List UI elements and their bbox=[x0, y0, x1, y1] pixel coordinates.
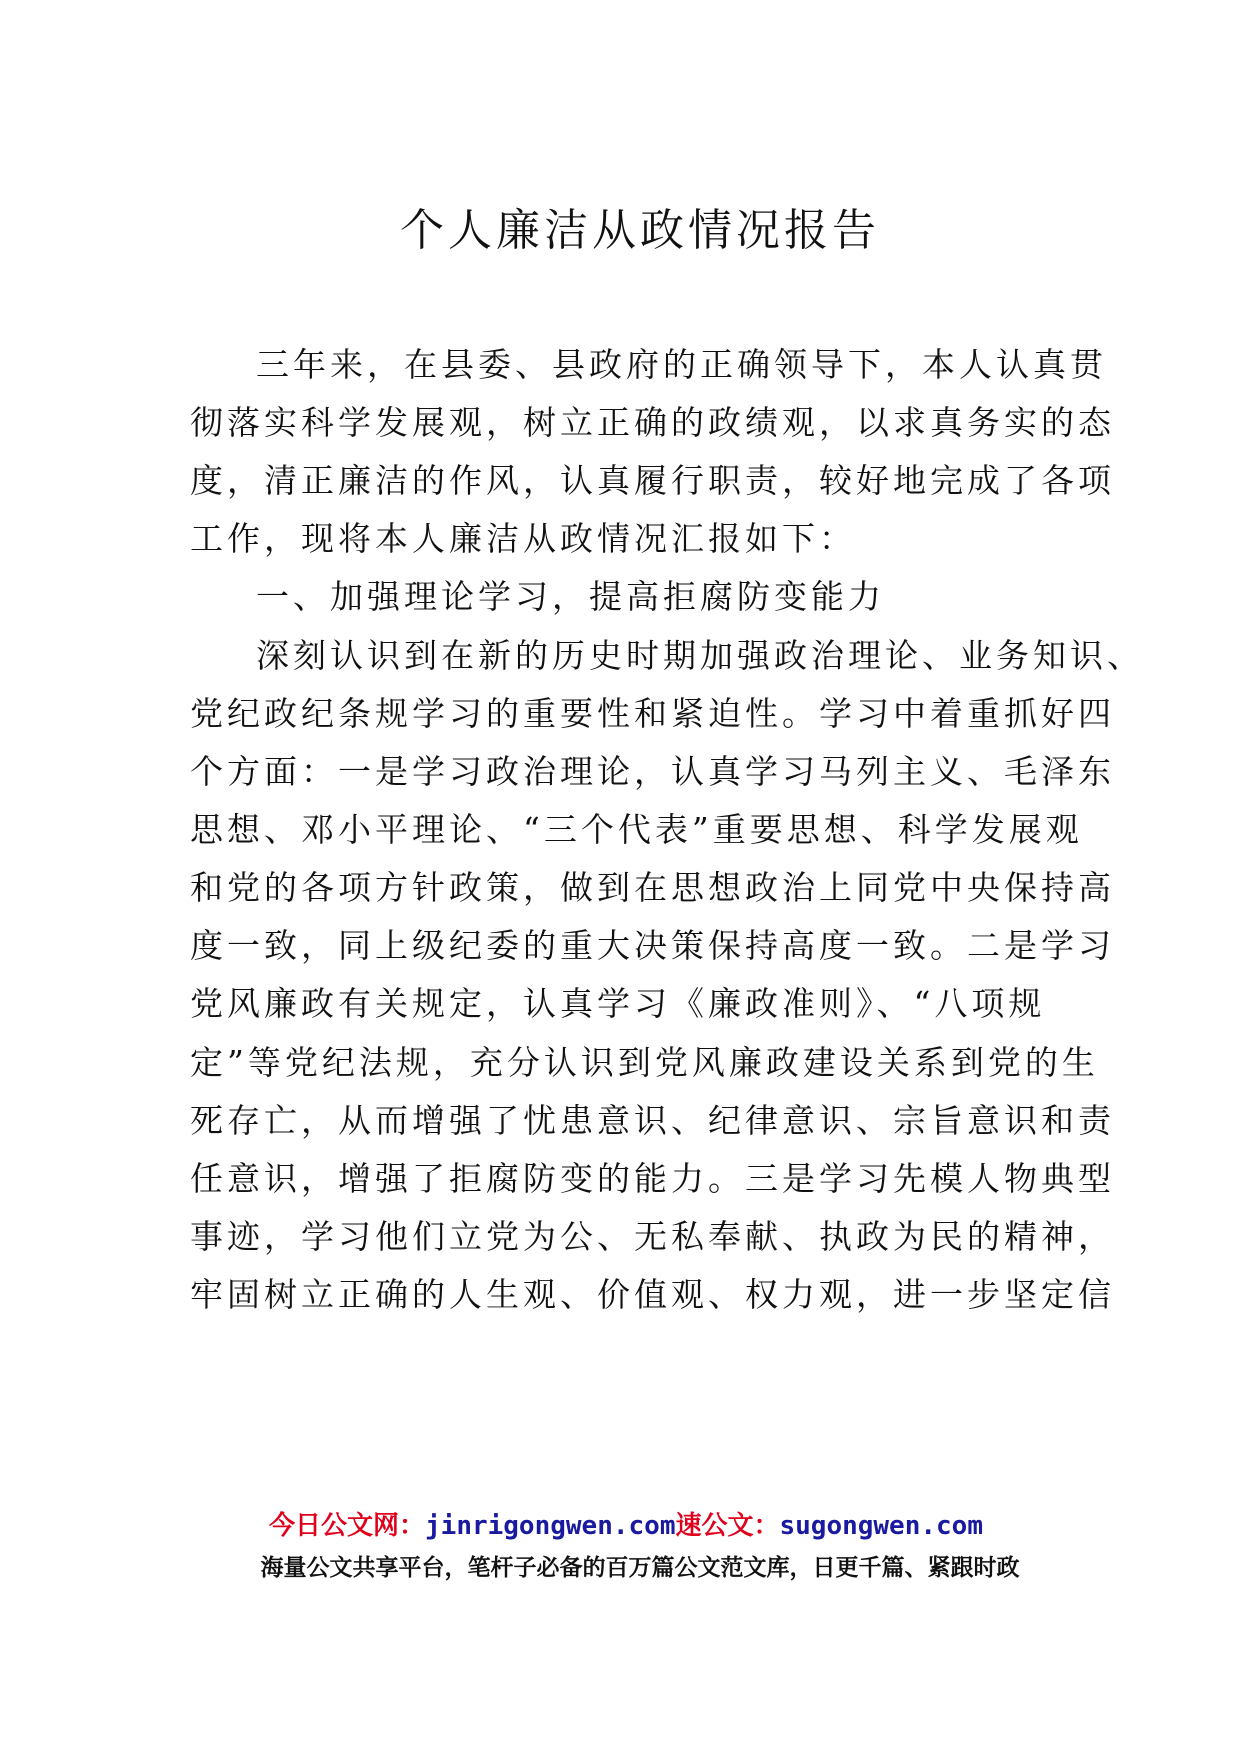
body-line-11: 度一致，同上级纪委的重大决策保持高度一致。二是学习 bbox=[190, 926, 1115, 965]
body-line-13: 定”等党纪法规，充分认识到党风廉政建设关系到党的生 bbox=[190, 1043, 1099, 1082]
document-title: 个人廉洁从政情况报告 bbox=[400, 205, 880, 256]
body-line-1: 三年来，在县委、县政府的正确领导下，本人认真贯 bbox=[256, 345, 1107, 384]
body-line-8: 个方面：一是学习政治理论，认真学习马列主义、毛泽东 bbox=[190, 752, 1115, 791]
body-line-2: 彻落实科学发展观，树立正确的政绩观，以求真务实的态 bbox=[190, 403, 1115, 442]
site1-link[interactable]: jinrigongwen.com bbox=[425, 1511, 676, 1541]
body-line-7: 党纪政纪条规学习的重要性和紧迫性。学习中着重抓好四 bbox=[190, 694, 1115, 733]
footer-tagline: 海量公文共享平台，笔杆子必备的百万篇公文范文库，日更千篇、紧跟时政 bbox=[260, 1555, 1020, 1581]
site2-label: 速公文： bbox=[675, 1511, 780, 1541]
footer-links bbox=[0, 1505, 1240, 1542]
body-line-14: 死存亡，从而增强了忧患意识、纪律意识、宗旨意识和责 bbox=[190, 1101, 1115, 1140]
section-heading-1: 一、加强理论学习，提高拒腐防变能力 bbox=[256, 577, 885, 616]
body-line-10: 和党的各项方针政策，做到在思想政治上同党中央保持高 bbox=[190, 868, 1115, 907]
site1-label: 今日公文网： bbox=[269, 1511, 426, 1541]
body-line-17: 牢固树立正确的人生观、价值观、权力观，进一步坚定信 bbox=[190, 1275, 1115, 1314]
site2-link[interactable]: sugongwen.com bbox=[779, 1511, 983, 1541]
body-line-12: 党风廉政有关规定，认真学习《廉政准则》、“八项规 bbox=[190, 984, 1046, 1023]
body-line-15: 任意识，增强了拒腐防变的能力。三是学习先模人物典型 bbox=[190, 1159, 1115, 1198]
body-line-4: 工作，现将本人廉洁从政情况汇报如下： bbox=[190, 519, 856, 558]
body-line-9: 思想、邓小平理论、“三个代表”重要思想、科学发展观 bbox=[190, 810, 1083, 849]
body-line-6: 深刻认识到在新的历史时期加强政治理论、业务知识、 bbox=[256, 636, 1144, 675]
body-line-3: 度，清正廉洁的作风，认真履行职责，较好地完成了各项 bbox=[190, 461, 1115, 500]
body-line-16: 事迹，学习他们立党为公、无私奉献、执政为民的精神， bbox=[190, 1217, 1115, 1256]
